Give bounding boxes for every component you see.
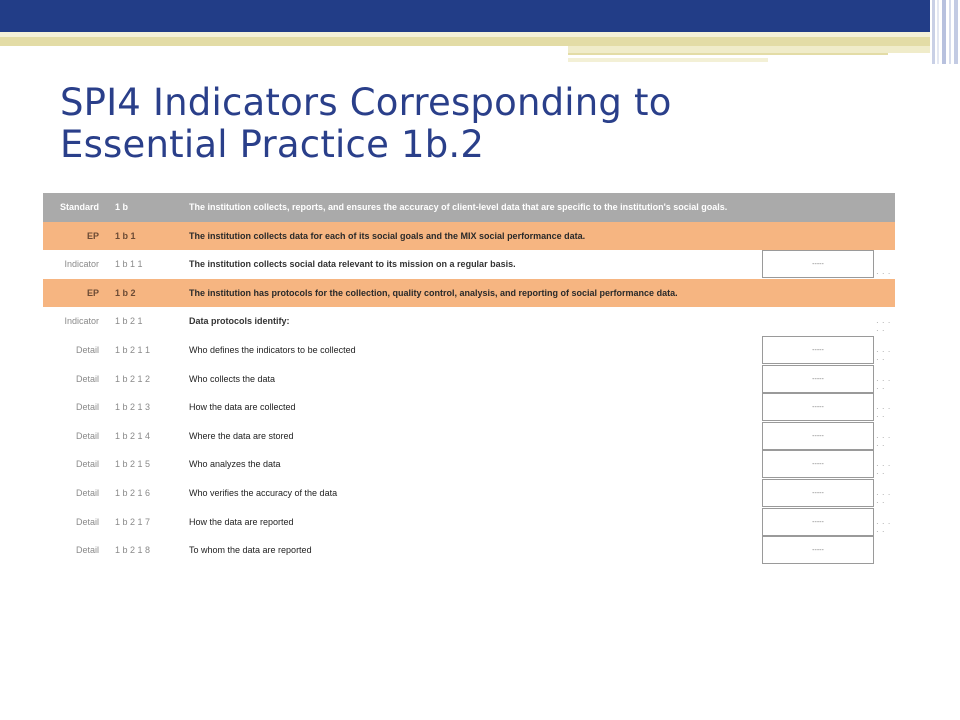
row-number: 1 b 2 1 1 [115, 344, 151, 355]
row-number: 1 b 2 1 [115, 316, 143, 327]
row-type: Indicator [64, 259, 99, 270]
response-box[interactable]: ----- [762, 536, 874, 564]
row-type: Detail [75, 373, 99, 384]
table-row-detail [43, 536, 895, 565]
row-type: Detail [75, 459, 99, 470]
row-description: The institution has protocols for the collection, quality control, analysis, and reporting of social performance data. [189, 287, 678, 298]
row-description: The institution collects data for each of its social goals and the MIX social performance data. [189, 230, 586, 241]
dotted-guide: · · · [876, 269, 891, 279]
dotted-guide: · · · · · [876, 489, 891, 507]
banner-vertical-line [954, 0, 958, 64]
table-row-detail [43, 422, 895, 451]
row-number: 1 b 2 1 8 [115, 545, 151, 556]
response-box[interactable]: ----- [762, 250, 874, 278]
response-box[interactable]: ----- [762, 365, 874, 393]
banner-vertical-line [937, 0, 939, 64]
row-description: How the data are reported [189, 516, 294, 527]
dotted-guide: · · · · · [876, 346, 891, 364]
table-row-ep [43, 279, 895, 308]
row-type: Detail [75, 545, 99, 556]
row-description: Who collects the data [189, 373, 276, 384]
row-number: 1 b 2 1 6 [115, 487, 151, 498]
slide-title [60, 82, 920, 166]
response-box[interactable]: ----- [762, 508, 874, 536]
row-description: Who verifies the accuracy of the data [189, 487, 338, 498]
table-row-indicator [43, 307, 895, 336]
response-box[interactable]: ----- [762, 422, 874, 450]
dotted-guide: · · · · · [876, 461, 891, 479]
row-type: Detail [75, 487, 99, 498]
row-description: Data protocols identify: [189, 316, 290, 327]
row-type: Standard [59, 202, 99, 212]
row-description: Who defines the indicators to be collected [189, 344, 356, 355]
table-row-detail [43, 365, 895, 394]
row-description: The institution collects, reports, and ensures the accuracy of client-level data that are specific to the institution's social goals. [189, 202, 728, 212]
row-number: 1 b 2 1 5 [115, 459, 151, 470]
row-number: 1 b 1 [115, 230, 136, 241]
top-banner [0, 0, 960, 70]
row-type: Detail [75, 402, 99, 413]
table-row-detail [43, 336, 895, 365]
row-description: How the data are collected [189, 402, 296, 413]
slide-title-line-2: Essential Practice 1b.2 [60, 123, 485, 166]
banner-vertical-line [932, 0, 935, 64]
banner-stripe [568, 46, 930, 53]
dotted-guide: · · · · · [876, 318, 891, 336]
banner-stripe [568, 58, 768, 62]
dotted-guide: · · · · · [876, 375, 891, 393]
banner-vertical-line [949, 0, 951, 64]
row-description: To whom the data are reported [189, 545, 312, 556]
table-row-detail [43, 393, 895, 422]
dotted-guide: · · · · · [876, 404, 891, 422]
response-box[interactable]: ----- [762, 393, 874, 421]
row-number: 1 b 2 1 2 [115, 373, 151, 384]
banner-stripe [0, 37, 930, 46]
row-type: EP [86, 287, 99, 298]
dotted-guide: · · · · · [876, 518, 891, 536]
response-box[interactable]: ----- [762, 336, 874, 364]
table-row-detail [43, 450, 895, 479]
dotted-guide: · · · · · [876, 432, 891, 450]
row-number: 1 b 2 1 3 [115, 402, 151, 413]
spi4-indicator-table [43, 193, 895, 565]
row-number: 1 b [115, 202, 129, 212]
table-row-indicator [43, 250, 895, 279]
response-box[interactable]: ----- [762, 479, 874, 507]
row-number: 1 b 2 [115, 287, 136, 298]
row-number: 1 b 2 1 4 [115, 430, 151, 441]
row-description: Where the data are stored [189, 430, 294, 441]
row-description: Who analyzes the data [189, 459, 281, 470]
row-number: 1 b 1 1 [115, 259, 143, 270]
table-row-standard [43, 193, 895, 222]
table-row-detail [43, 508, 895, 537]
slide-title-line-1: SPI4 Indicators Corresponding to [60, 81, 672, 124]
row-number: 1 b 2 1 7 [115, 516, 151, 527]
banner-navy-bar [0, 0, 930, 32]
row-type: Detail [75, 516, 99, 527]
table-row-detail [43, 479, 895, 508]
row-type: Indicator [64, 316, 99, 327]
row-type: EP [86, 230, 99, 241]
row-type: Detail [75, 430, 99, 441]
banner-stripe [568, 53, 888, 55]
row-description: The institution collects social data relevant to its mission on a regular basis. [189, 259, 516, 270]
response-box[interactable]: ----- [762, 450, 874, 478]
banner-vertical-line [942, 0, 946, 64]
table-row-ep [43, 222, 895, 251]
row-type: Detail [75, 344, 99, 355]
